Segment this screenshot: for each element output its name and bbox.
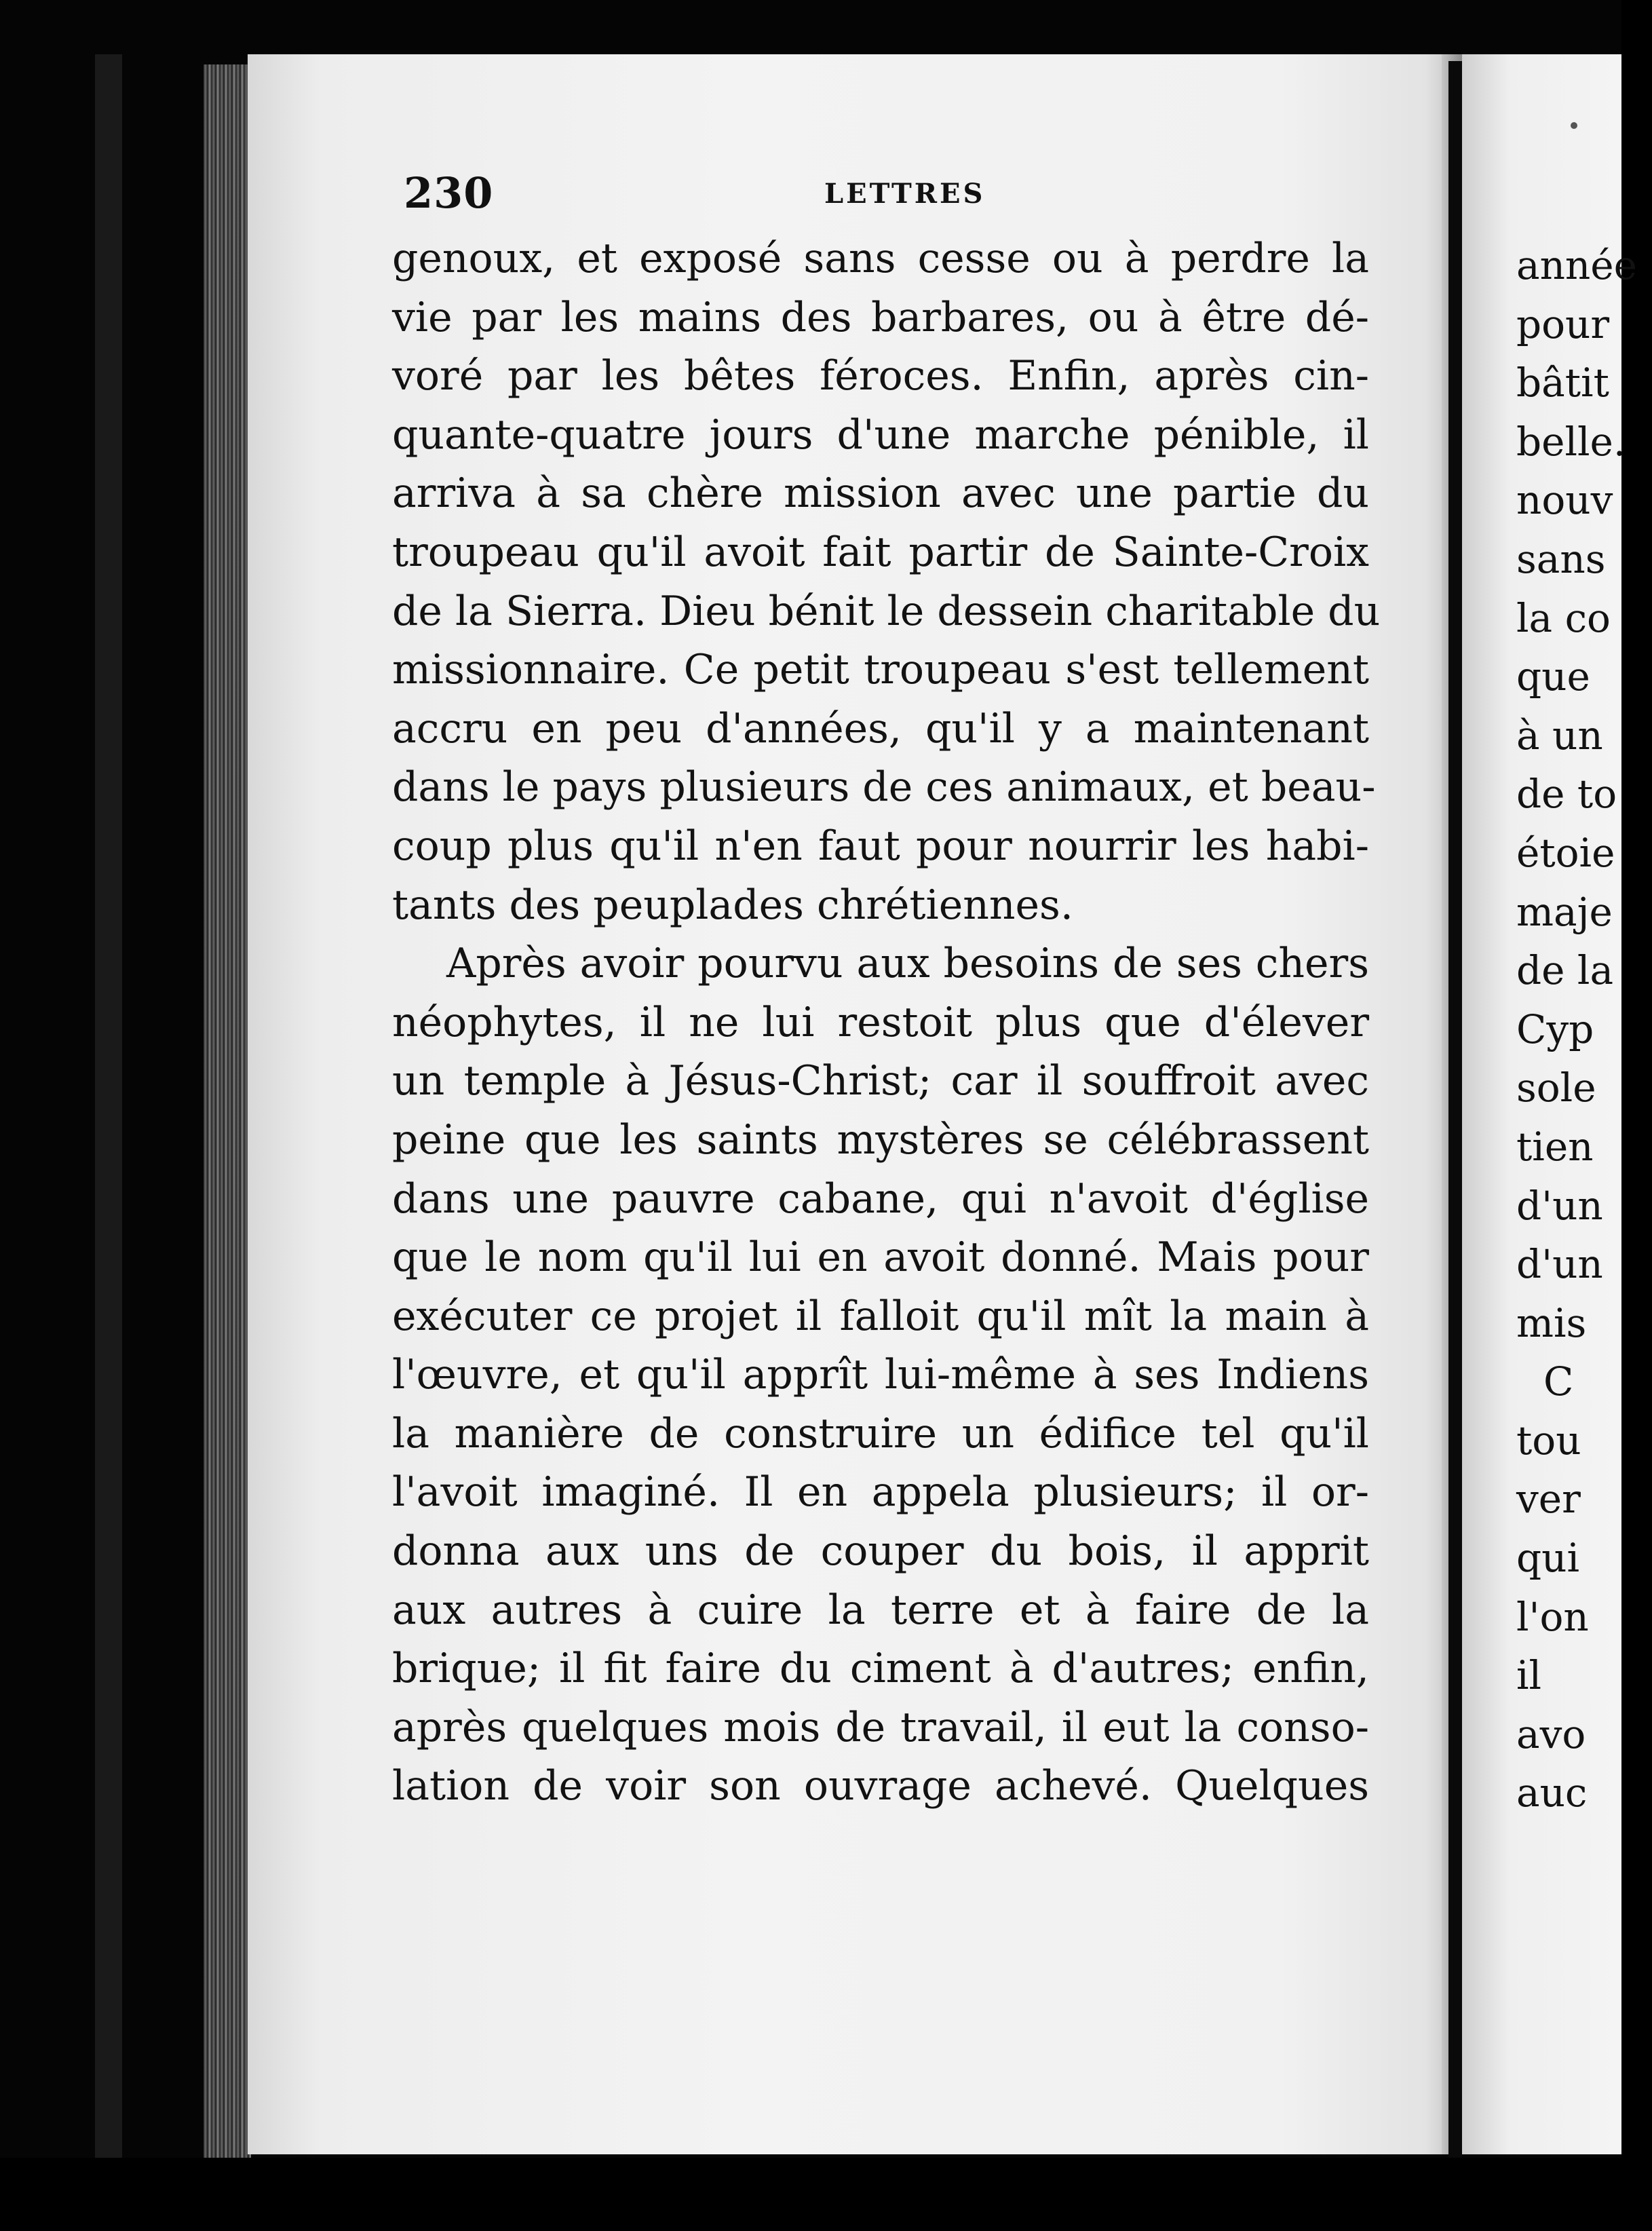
fragment-line: maje: [1516, 888, 1613, 935]
fragment-line: qui: [1516, 1535, 1580, 1582]
fragment-line: belle.: [1516, 418, 1626, 465]
book-spine-edge: [95, 54, 122, 2158]
text-line: néophytes, il ne lui restoit plus que d'élever: [392, 998, 1369, 1046]
text-line: un temple à Jésus-Christ; car il souffroit avec: [392, 1057, 1369, 1105]
text-line: après quelques mois de travail, il eut la conso-: [392, 1703, 1369, 1751]
text-line: exécuter ce projet il falloit qu'il mît la main à: [392, 1292, 1369, 1340]
text-line: troupeau qu'il avoit fait partir de Sainte-Croix: [392, 528, 1369, 576]
fragment-line: pour: [1516, 301, 1610, 347]
fragment-line: ver: [1516, 1476, 1581, 1523]
text-line: que le nom qu'il lui en avoit donné. Mais pour: [392, 1234, 1369, 1282]
text-line: l'œuvre, et qu'il apprît lui-même à ses Indiens: [392, 1351, 1369, 1399]
fragment-line: mis: [1516, 1299, 1587, 1346]
fragment-line: C: [1543, 1358, 1574, 1405]
text-line: missionnaire. Ce petit troupeau s'est tellement: [392, 646, 1369, 694]
running-title: LETTRES: [824, 178, 986, 210]
fragment-line: l'on: [1516, 1593, 1589, 1640]
fragment-line: avo: [1516, 1711, 1586, 1757]
text-line: accru en peu d'années, qu'il y a maintenant: [392, 704, 1369, 752]
text-line: genoux, et exposé sans cesse ou à perdre la: [392, 235, 1369, 282]
page-edges: [204, 64, 251, 2158]
page-number: 230: [404, 168, 494, 218]
fragment-line: tou: [1516, 1417, 1581, 1464]
body-text: [392, 229, 1381, 1816]
text-line: vie par les mains des barbares, ou à être dé-: [392, 293, 1369, 341]
text-line: coup plus qu'il n'en faut pour nourrir les habi-: [392, 822, 1369, 870]
text-line: l'avoit imaginé. Il en appela plusieurs; il or-: [392, 1468, 1369, 1517]
text-line: aux autres à cuire la terre et à faire de la: [392, 1586, 1369, 1634]
fragment-line: d'un: [1516, 1182, 1603, 1229]
text-line: lation de voir son ouvrage achevé. Quelques: [392, 1762, 1369, 1810]
text-line: voré par les bêtes féroces. Enfin, après cin-: [392, 352, 1369, 400]
text-line: brique; il fit faire du ciment à d'autres; enfin,: [392, 1645, 1369, 1693]
text-line: dans une pauvre cabane, qui n'avoit d'église: [392, 1175, 1369, 1223]
fragment-line: auc: [1516, 1770, 1588, 1816]
fragment-line: bâtit: [1516, 360, 1609, 406]
right-page-text-fragment: [1516, 236, 1652, 1823]
fragment-line: Cyp: [1516, 1006, 1594, 1052]
text-line: de la Sierra. Dieu bénit le dessein charitable du: [392, 587, 1381, 635]
fragment-line: année: [1516, 242, 1637, 288]
fragment-line: à un: [1516, 712, 1603, 759]
fragment-line: sans: [1516, 535, 1606, 582]
fragment-line: d'un: [1516, 1241, 1603, 1288]
text-line: arriva à sa chère mission avec une partie du: [392, 470, 1369, 518]
running-head: [404, 168, 1370, 216]
text-line: quante-quatre jours d'une marche pénible, il: [392, 411, 1369, 459]
fragment-line: tien: [1516, 1123, 1594, 1170]
fragment-line: que: [1516, 653, 1590, 700]
fragment-line: de to: [1516, 771, 1617, 818]
paragraph-end-line: tants des peuplades chrétiennes.: [392, 881, 1073, 929]
fragment-line: il: [1516, 1652, 1542, 1699]
scan-bottom-border: [0, 2158, 1621, 2231]
text-line: la manière de construire un édifice tel qu'il: [392, 1409, 1369, 1457]
fragment-line: de la: [1516, 947, 1614, 994]
fragment-line: étoie: [1516, 829, 1615, 876]
text-line: donna aux uns de couper du bois, il apprit: [392, 1527, 1369, 1576]
fragment-line: sole: [1516, 1065, 1596, 1111]
text-line: dans le pays plusieurs de ces animaux, et beau-: [392, 763, 1376, 812]
paper-speck: [1571, 122, 1577, 129]
gutter-shadow: [1448, 61, 1462, 2158]
text-line: peine que les saints mystères se célébrassent: [392, 1116, 1369, 1164]
fragment-line: nouv: [1516, 477, 1613, 524]
paragraph-start-line: Après avoir pourvu aux besoins de ses chers: [446, 940, 1369, 988]
fragment-line: la co: [1516, 594, 1611, 641]
